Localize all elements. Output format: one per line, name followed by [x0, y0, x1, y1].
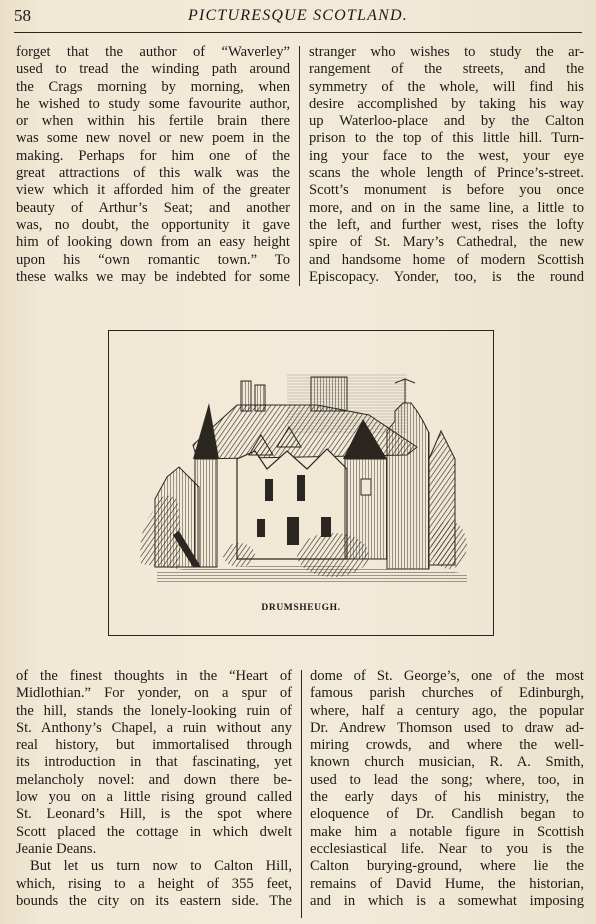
text-line: view which it afforded him of the greater — [16, 182, 290, 199]
text-line: St. Leonard’s Hill, is the spot where — [16, 806, 292, 823]
text-line: Episcopacy. Yonder, too, is the round — [309, 268, 584, 285]
text-line: known church musician, R. A. Smith, — [310, 754, 584, 771]
text-line: miring crowds, and where the well- — [310, 737, 584, 754]
text-line: Scott’s monument is before you once — [309, 182, 584, 199]
text-line: making. Perhaps for him one of the — [16, 147, 290, 164]
text-line: Jeanie Deans. — [16, 840, 97, 857]
text-line: rangement of the streets, and the — [309, 61, 584, 78]
text-line: him of looking down from an easy height — [16, 234, 290, 251]
text-line: make him a notable figure in Scottish — [310, 823, 584, 840]
text-line: where, half a century ago, the popular — [310, 702, 584, 719]
text-line: low you on a little rising ground called — [16, 789, 292, 806]
drumsheugh-house-engraving — [137, 359, 467, 591]
running-head — [14, 6, 582, 33]
text-fragment: prison to the top of this little hill. — [309, 130, 543, 147]
text-line: great attractions of this walk was the — [16, 165, 290, 182]
text-line: But let us turn now to Calton Hill, — [30, 858, 292, 875]
text-line: famous parish churches of Edinburgh, — [310, 685, 584, 702]
text-line: which, rising to a height of 355 feet, — [16, 875, 292, 892]
text-line: desire accomplished by taking his way — [309, 95, 584, 112]
text-line: eloquence of Dr. Candlish began to — [310, 806, 584, 823]
text-line: and in which is a somewhat imposing — [310, 892, 584, 909]
text-line: Calton burying-ground, where lie the — [310, 858, 584, 875]
text-line: was some new novel or new poem in the — [16, 130, 290, 147]
bottom-left-column — [16, 668, 292, 910]
text-line: Dr. Andrew Thomson used to draw ad- — [310, 719, 584, 736]
text-line: remains of David Hume, the historian, — [310, 875, 584, 892]
text-line: beauty of Arthur’s Seat; and another — [16, 199, 290, 216]
text-line: more, and on in the same line, a little to — [309, 199, 584, 216]
engraving-figure — [108, 330, 494, 636]
text-line: used to lead the song; where, too, in — [310, 771, 584, 788]
text-line: spire of St. Mary’s Cathedral, the new — [309, 234, 584, 251]
text-line: or when within his fertile brain there — [16, 113, 290, 130]
top-left-column — [16, 44, 290, 286]
text-line: bounds the city on its eastern side. The — [16, 892, 292, 909]
text-line: Midlothian.” For yonder, on a spur of — [16, 685, 292, 702]
text-line: the hill, stands the lonely-looking ruin of — [16, 702, 292, 719]
text-line: upon his “own romantic town.” To — [16, 251, 290, 268]
text-line: ecclesiastical life. Near to you is the — [310, 840, 584, 857]
running-title: PICTURESQUE SCOTLAND. — [188, 7, 408, 24]
text-line: and handsome home of modern Scottish — [309, 251, 584, 268]
figure-caption: DRUMSHEUGH. — [261, 603, 341, 613]
text-line: up Waterloo-place and by the Calton — [309, 113, 584, 130]
text-line: scans the whole length of Prince’s-street. — [309, 165, 584, 182]
text-line: used to tread the winding path around — [16, 61, 290, 78]
text-line: Scott placed the cottage in which dwelt — [16, 823, 292, 840]
text-line: St. Anthony’s Chapel, a ruin without any — [16, 719, 292, 736]
text-fragment: Turn- — [551, 130, 584, 147]
text-line: its introduction in that fascinating, yet — [16, 754, 292, 771]
bottom-right-column — [310, 668, 584, 910]
column-rule-top — [299, 46, 300, 286]
text-line: stranger who wishes to study the ar- — [309, 44, 584, 60]
text-line: was, no doubt, the opportunity it gave — [16, 216, 290, 233]
text-line: the early days of his ministry, the — [310, 789, 584, 806]
text-line: ing your face to the west, your eye — [309, 147, 584, 164]
text-line — [309, 130, 584, 147]
text-line: the Crags morning by morning, when — [16, 78, 290, 95]
text-line: he wished to study some favourite author, — [16, 95, 290, 112]
top-right-column — [309, 44, 584, 286]
text-line: dome of St. George’s, one of the most — [310, 668, 584, 684]
column-rule-bottom — [301, 670, 302, 918]
text-line: these walks we may be indebted for some — [16, 268, 290, 285]
text-line: real history, but immortalised through — [16, 737, 292, 754]
text-line: the left, and further west, rises the lofty — [309, 216, 584, 233]
page-number: 58 — [14, 6, 31, 25]
text-line: melancholy novel: and down there be- — [16, 771, 292, 788]
text-line: symmetry of the whole, will find his — [309, 78, 584, 95]
text-line: of the finest thoughts in the “Heart of — [16, 668, 292, 684]
text-line: forget that the author of “Waverley” — [16, 44, 290, 60]
